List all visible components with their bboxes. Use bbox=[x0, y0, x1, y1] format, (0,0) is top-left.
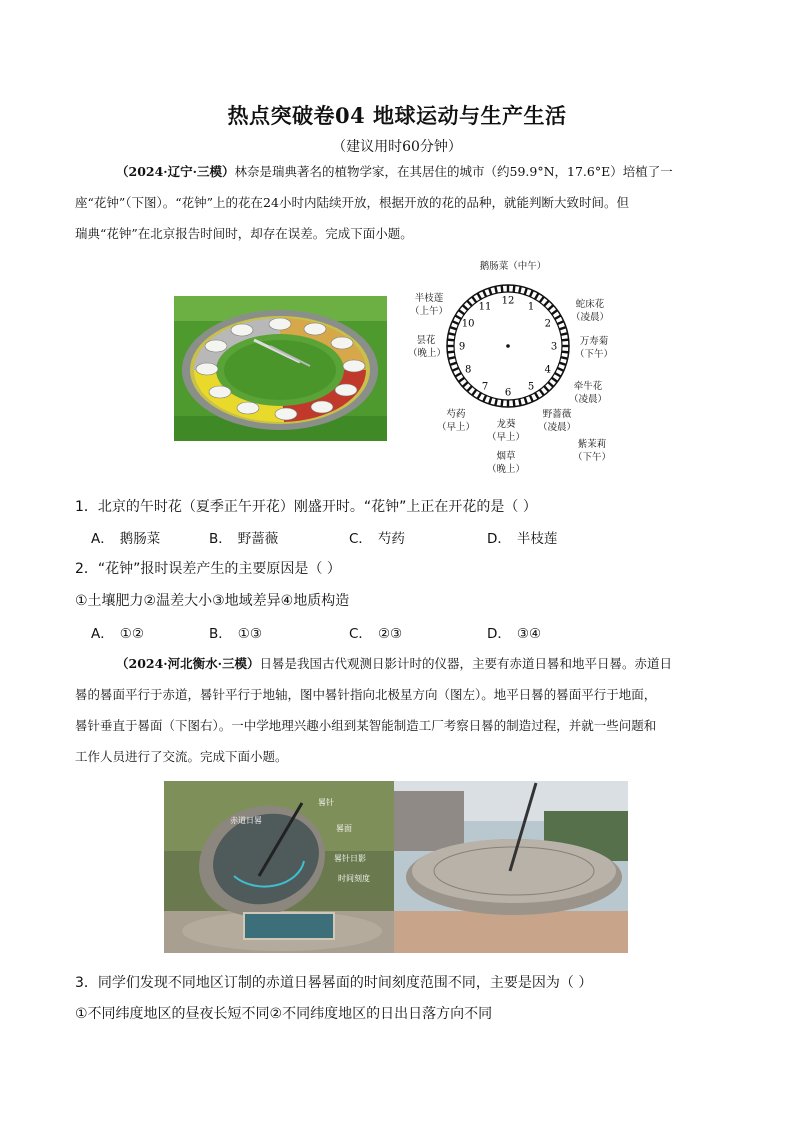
q2-option-c[interactable]: C． ②③ bbox=[349, 626, 403, 642]
clock-tick bbox=[544, 386, 549, 391]
clock-label-right-1: 蛇床花 （凌晨） bbox=[570, 299, 609, 323]
clock-tick bbox=[502, 285, 503, 292]
passage-2-line-4: 工作人员进行了交流。完成下面小题。 bbox=[75, 749, 288, 764]
clock-tick bbox=[559, 327, 566, 329]
q1-option-a[interactable]: A． 鹅肠菜 bbox=[91, 531, 161, 547]
clock-tick bbox=[447, 352, 454, 353]
clock-tick bbox=[552, 310, 558, 314]
clock-number: 7 bbox=[481, 381, 489, 393]
passage-2-body bbox=[75, 679, 720, 772]
question-2-items: ①土壤肥力②温差大小③地域差异④地质构造 bbox=[75, 593, 350, 609]
label-scale: 时间刻度 bbox=[338, 874, 370, 883]
flower-clock-photo bbox=[174, 296, 387, 441]
clock-tick bbox=[525, 397, 527, 404]
page-title: 热点突破卷04 地球运动与生产生活 bbox=[227, 103, 567, 128]
question-1: 1．北京的午时花（夏季正午开花）刚盛开时。“花钟”上正在开花的是（ ） bbox=[75, 499, 537, 515]
clock-tick bbox=[502, 400, 503, 407]
clock-number: 5 bbox=[527, 381, 535, 393]
clock-tick bbox=[455, 316, 461, 320]
clock-label-upper-left: 半枝莲 （上午） bbox=[409, 293, 448, 317]
question-3-items: ①不同纬度地区的昼夜长短不同②不同纬度地区的日出日落方向不同 bbox=[75, 1006, 493, 1022]
clock-tick bbox=[467, 301, 472, 306]
clock-tick bbox=[519, 399, 520, 406]
clock-tick bbox=[452, 368, 458, 371]
clock-tick bbox=[535, 393, 539, 399]
clock-label-bottom-center: 龙葵 （早上） bbox=[486, 419, 525, 443]
q2-option-a[interactable]: A． ①② bbox=[91, 626, 144, 642]
clock-tick bbox=[448, 333, 455, 334]
clock-tick bbox=[562, 352, 569, 353]
clock-tick bbox=[459, 378, 465, 382]
question-2-options bbox=[91, 622, 731, 642]
clock-tick bbox=[561, 357, 568, 358]
passage-2 bbox=[116, 648, 718, 679]
clock-label-bottom-right: 野蔷薇 （凌晨） bbox=[537, 409, 576, 433]
clock-tick bbox=[472, 297, 476, 303]
clock-center-dot bbox=[506, 344, 510, 348]
clock-tick bbox=[463, 305, 468, 310]
clock-label-top: 鹅肠菜（中午） bbox=[479, 261, 547, 272]
clock-label-bottom: 烟草 （晚上） bbox=[486, 451, 525, 475]
passage-2-line-3: 晷针垂直于晷面（下图右）。一中学地理兴趣小组到某智能制造工厂考察日晷的制造过程，并就一些问题和 bbox=[75, 718, 657, 733]
clock-tick bbox=[452, 321, 458, 324]
label-needle: 晷针 bbox=[318, 798, 334, 807]
clock-number: 6 bbox=[504, 387, 512, 399]
equatorial-sundial-photo bbox=[164, 781, 394, 953]
clock-tick bbox=[557, 368, 563, 371]
clock-tick bbox=[555, 373, 561, 377]
q1-option-c[interactable]: C． 芍药 bbox=[349, 531, 405, 547]
clock-label-far-right: 紫茉莉 （下午） bbox=[572, 439, 611, 463]
clock-tick bbox=[459, 310, 465, 314]
question-1-options bbox=[91, 527, 731, 547]
q1-option-d[interactable]: D． 半枝莲 bbox=[487, 531, 558, 547]
question-2: 2．“花钟”报时误差产生的主要原因是（ ） bbox=[75, 561, 341, 577]
clock-tick bbox=[514, 285, 515, 292]
clock-tick bbox=[548, 305, 553, 310]
clock-tick bbox=[548, 382, 553, 387]
clock-tick bbox=[478, 293, 482, 299]
passage-1-source: （2024·辽宁·三模） bbox=[116, 164, 235, 179]
clock-number: 11 bbox=[478, 301, 492, 313]
clock-tick bbox=[448, 357, 455, 358]
clock-label-right-2: 万寿菊 （下午） bbox=[574, 336, 613, 360]
clock-tick bbox=[495, 286, 496, 293]
clock-tick bbox=[535, 293, 539, 299]
clock-number: 3 bbox=[550, 341, 558, 353]
clock-tick bbox=[552, 378, 558, 382]
clock-label-right-3: 牵牛花 （凌晨） bbox=[568, 381, 607, 405]
passage-1-body bbox=[75, 187, 720, 249]
page-subtitle: （建议用时60分钟） bbox=[332, 139, 462, 155]
clock-tick bbox=[559, 363, 566, 365]
question-3: 3．同学们发现不同地区订制的赤道日晷晷面的时间刻度范围不同，主要是因为（ ） bbox=[75, 975, 593, 991]
clock-number: 10 bbox=[461, 318, 475, 330]
clock-tick bbox=[561, 333, 568, 334]
clock-tick bbox=[455, 373, 461, 377]
clock-tick bbox=[483, 395, 486, 401]
label-face: 晷面 bbox=[336, 824, 352, 833]
clock-tick bbox=[467, 386, 472, 391]
clock-label-left: 昙花 （晚上） bbox=[408, 335, 447, 359]
clock-tick bbox=[519, 286, 520, 293]
clock-tick bbox=[544, 301, 549, 306]
clock-tick bbox=[478, 393, 482, 399]
q1-option-b[interactable]: B． 野蔷薇 bbox=[209, 531, 279, 547]
clock-tick bbox=[489, 397, 491, 404]
passage-1-line-2: 座“花钟”（下图）。“花钟”上的花在24小时内陆续开放，根据开放的花的品种，就能判断大致时间。但 bbox=[75, 195, 629, 210]
clock-tick bbox=[530, 395, 533, 401]
clock-number: 4 bbox=[544, 364, 552, 376]
clock-number: 9 bbox=[458, 341, 466, 353]
clock-tick bbox=[447, 340, 454, 341]
label-shadow: 晷针日影 bbox=[334, 854, 366, 863]
clock-tick bbox=[472, 390, 476, 396]
clock-tick bbox=[495, 399, 496, 406]
clock-diagram bbox=[408, 258, 618, 478]
clock-tick bbox=[483, 290, 486, 296]
clock-tick bbox=[530, 290, 533, 296]
passage-2-line-1: （2024·河北衡水·三模）日晷是我国古代观测日影计时的仪器，主要有赤道日晷和地平日晷。赤道日 bbox=[116, 656, 673, 671]
clock-number: 1 bbox=[527, 301, 535, 313]
horizontal-sundial-photo bbox=[394, 781, 628, 953]
clock-tick bbox=[450, 363, 457, 365]
clock-number: 2 bbox=[544, 318, 552, 330]
passage-2-line-2: 晷的晷面平行于赤道，晷针平行于地轴，图中晷针指向北极星方向（图左）。地平日晷的晷面平行于地面， bbox=[75, 687, 657, 702]
clock-tick bbox=[555, 316, 561, 320]
passage-1-line-3: 瑞典“花钟”在北京报告时间时，却存在误差。完成下面小题。 bbox=[75, 226, 413, 241]
clock-tick bbox=[450, 327, 457, 329]
q2-option-b[interactable]: B． ①③ bbox=[209, 626, 262, 642]
clock-tick bbox=[514, 400, 515, 407]
clock-tick bbox=[489, 288, 491, 295]
clock-tick bbox=[540, 390, 544, 396]
clock-tick bbox=[463, 382, 468, 387]
clock-tick bbox=[557, 321, 563, 324]
clock-tick bbox=[540, 297, 544, 303]
passage-2-source: （2024·河北衡水·三模） bbox=[116, 656, 260, 671]
clock-tick bbox=[562, 340, 569, 341]
passage-1-line-1: （2024·辽宁·三模）林奈是瑞典著名的植物学家，在其居住的城市（约59.9°N，17.6°E）培植了一 bbox=[116, 164, 673, 179]
passage-1 bbox=[116, 156, 718, 187]
clock-number: 8 bbox=[464, 364, 472, 376]
clock-tick bbox=[525, 288, 527, 295]
clock-label-bottom-left: 芍药 （早上） bbox=[436, 409, 475, 433]
q2-option-d[interactable]: D． ③④ bbox=[487, 626, 542, 642]
clock-number: 12 bbox=[501, 295, 515, 307]
label-equatorial: 赤道日晷 bbox=[230, 816, 262, 825]
